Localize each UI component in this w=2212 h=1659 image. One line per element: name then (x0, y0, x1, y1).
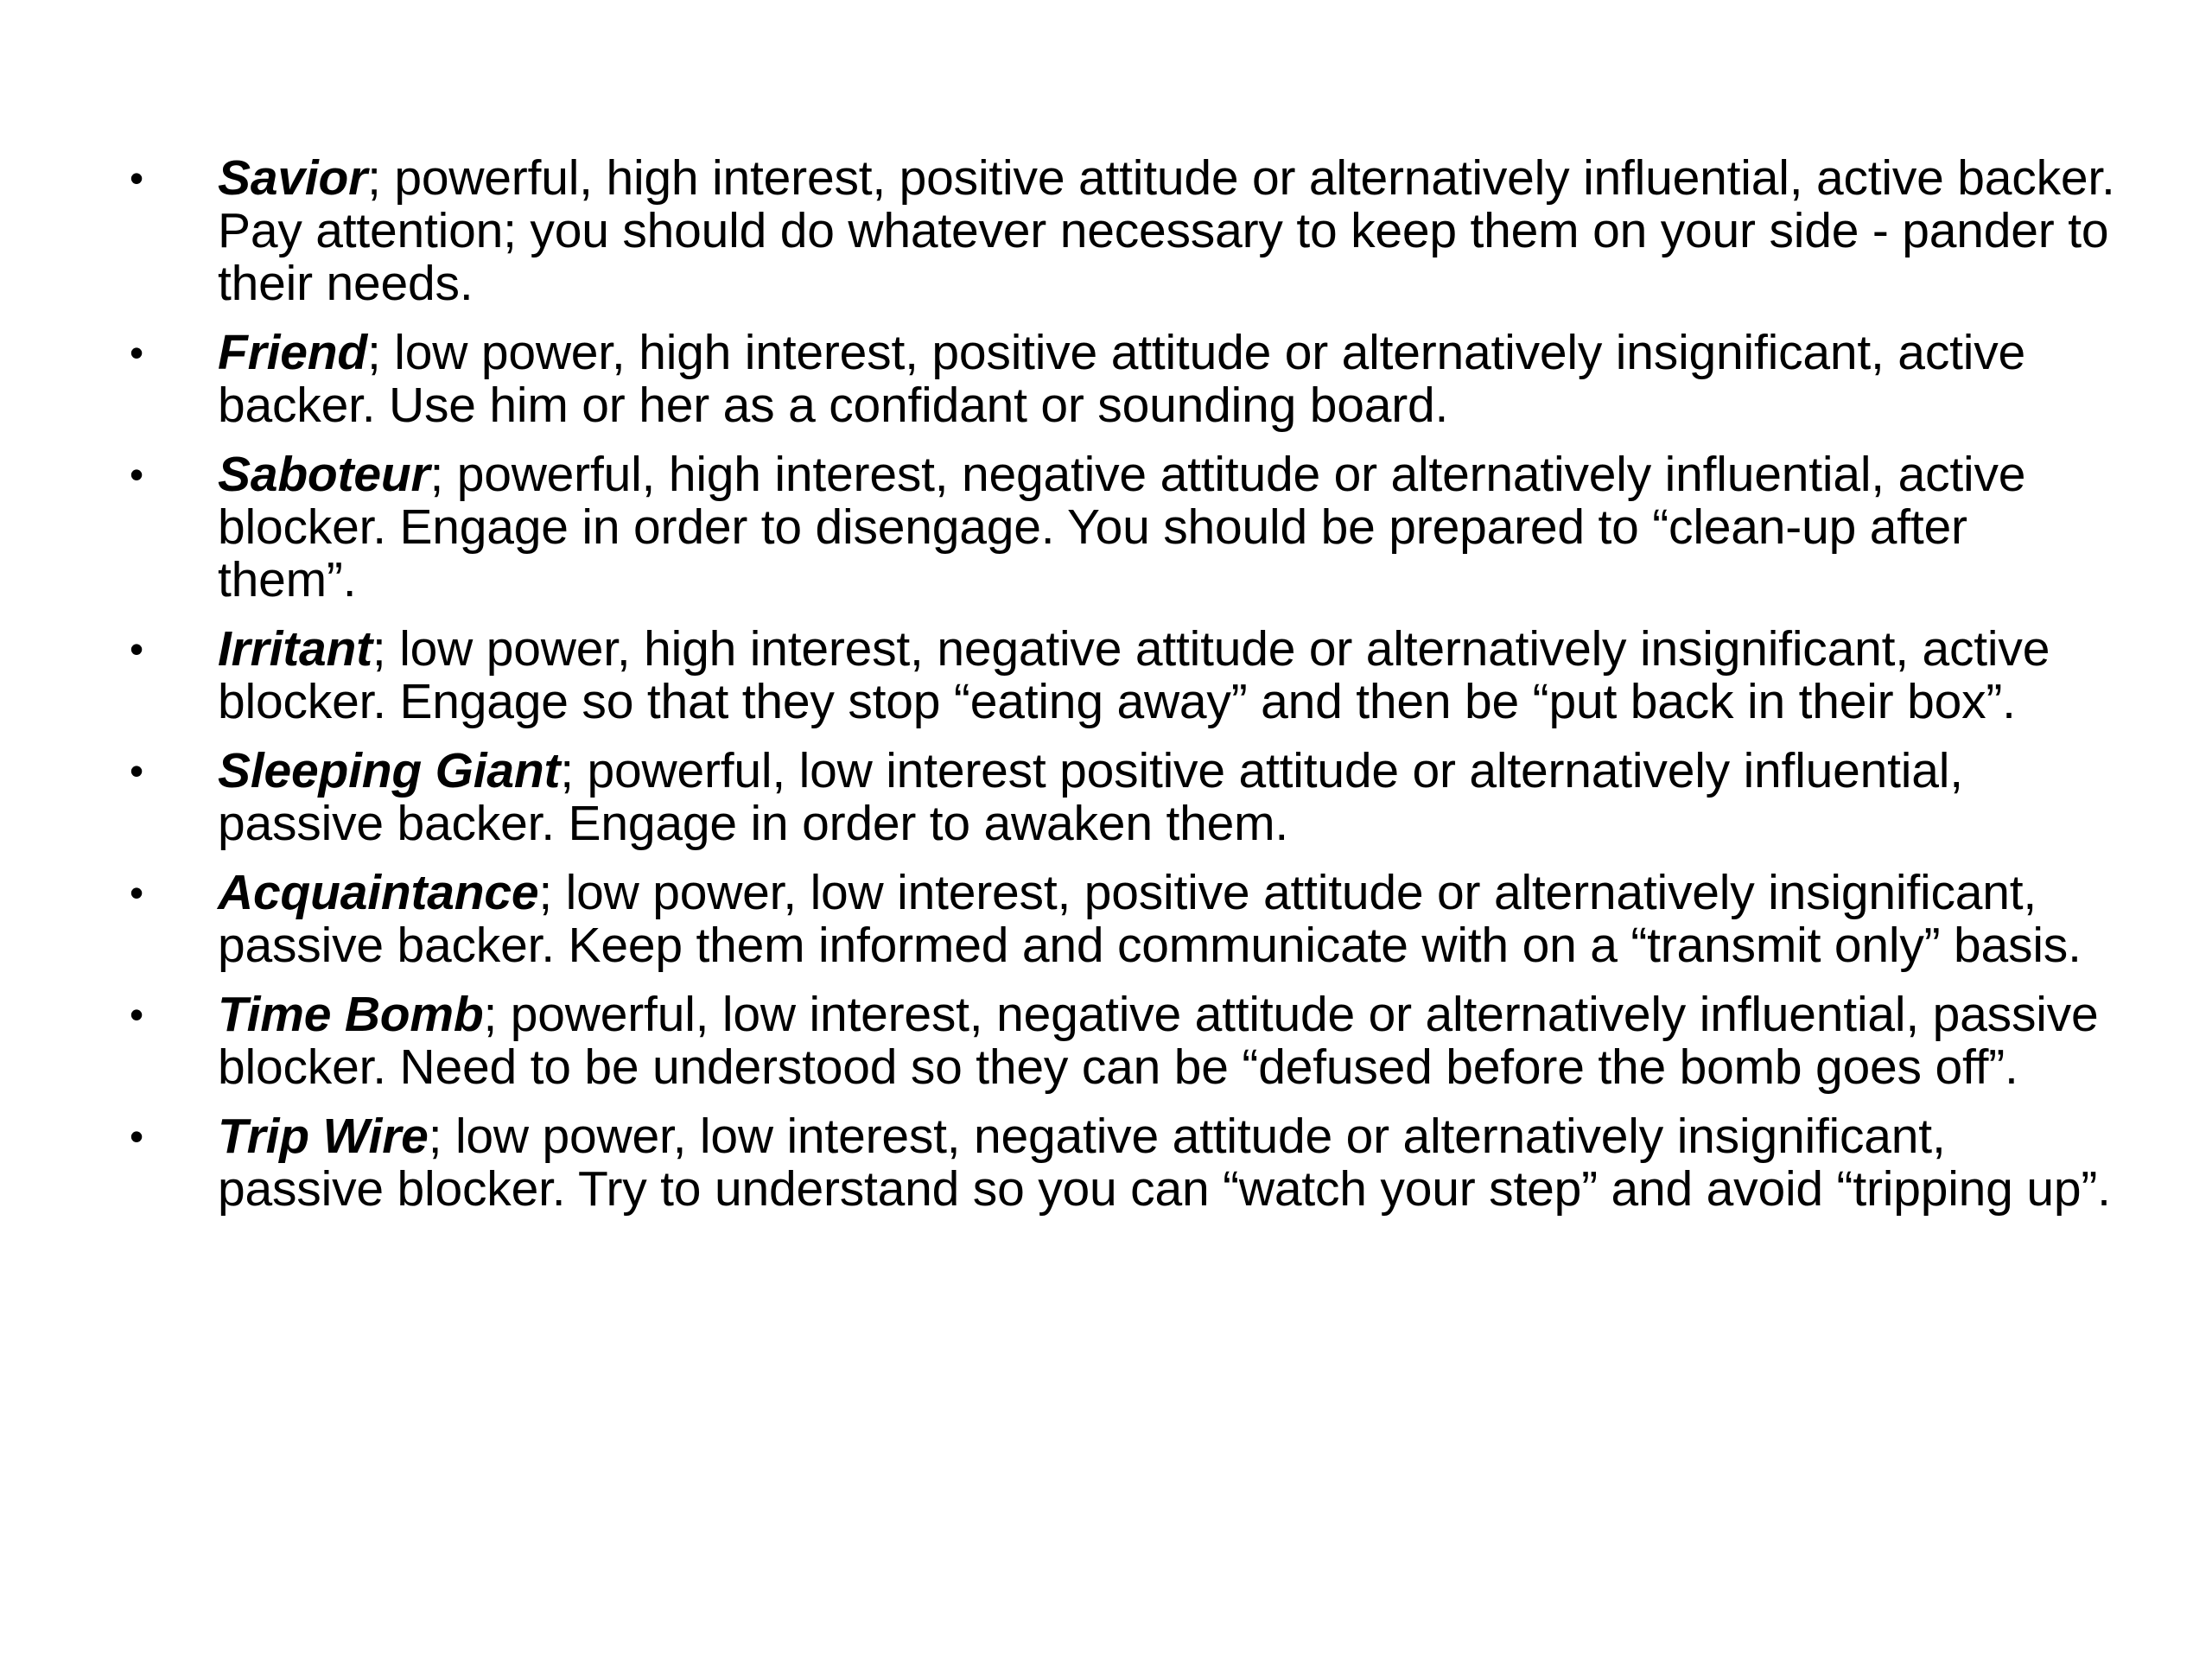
description-acquaintance: ; low power, low interest, positive attitude or alternatively insignificant, passive backer. Keep them informed and communicate with on a “transmit only” basis. (218, 865, 2082, 973)
description-friend: ; low power, high interest, positive attitude or alternatively insignificant, active backer. Use him or her as a confidant or sounding board. (218, 325, 2026, 433)
term-trip-wire: Trip Wire (218, 1109, 429, 1164)
bullet-item-acquaintance (130, 867, 2117, 972)
bullet-item-trip-wire (130, 1110, 2117, 1216)
term-savior: Savior (218, 150, 368, 206)
description-sleeping-giant: ; powerful, low interest positive attitude or alternatively influential, passive backer. Engage in order to awaken them. (218, 743, 1963, 851)
bullet-marker: • (130, 156, 143, 200)
bullet-item-sleeping-giant (130, 745, 2117, 850)
description-savior: ; powerful, high interest, positive attitude or alternatively influential, active backer. Pay attention; you should do whatever necessary to keep them on your side - pander to their needs. (218, 150, 2115, 311)
description-saboteur: ; powerful, high interest, negative attitude or alternatively influential, active blocker. Engage in order to disengage. You should be prepared to “clean-up after them”. (218, 447, 2026, 607)
description-time-bomb: ; powerful, low interest, negative attitude or alternatively influential, passive blocker. Need to be understood so they can be “defused before the bomb goes off”. (218, 987, 2099, 1095)
description-irritant: ; low power, high interest, negative attitude or alternatively insignificant, active blocker. Engage so that they stop “eating away” and then be “put back in their box”. (218, 621, 2050, 729)
stakeholder-bullet-list (130, 152, 2117, 1232)
term-time-bomb: Time Bomb (218, 987, 484, 1042)
bullet-marker: • (130, 626, 143, 671)
term-irritant: Irritant (218, 621, 372, 677)
term-saboteur: Saboteur (218, 447, 430, 502)
bullet-item-irritant (130, 623, 2117, 728)
bullet-item-saboteur (130, 448, 2117, 607)
bullet-marker: • (130, 748, 143, 793)
bullet-marker: • (130, 1114, 143, 1159)
bullet-item-friend (130, 327, 2117, 432)
term-sleeping-giant: Sleeping Giant (218, 743, 561, 798)
term-friend: Friend (218, 325, 367, 380)
description-trip-wire: ; low power, low interest, negative attitude or alternatively insignificant, passive blocker. Try to understand so you can “watch your step” and avoid “tripping up”. (218, 1109, 2111, 1217)
bullet-marker: • (130, 870, 143, 915)
bullet-marker: • (130, 452, 143, 497)
bullet-marker: • (130, 330, 143, 375)
bullet-marker: • (130, 992, 143, 1037)
term-acquaintance: Acquaintance (218, 865, 539, 920)
bullet-item-savior (130, 152, 2117, 310)
bullet-item-time-bomb (130, 988, 2117, 1094)
